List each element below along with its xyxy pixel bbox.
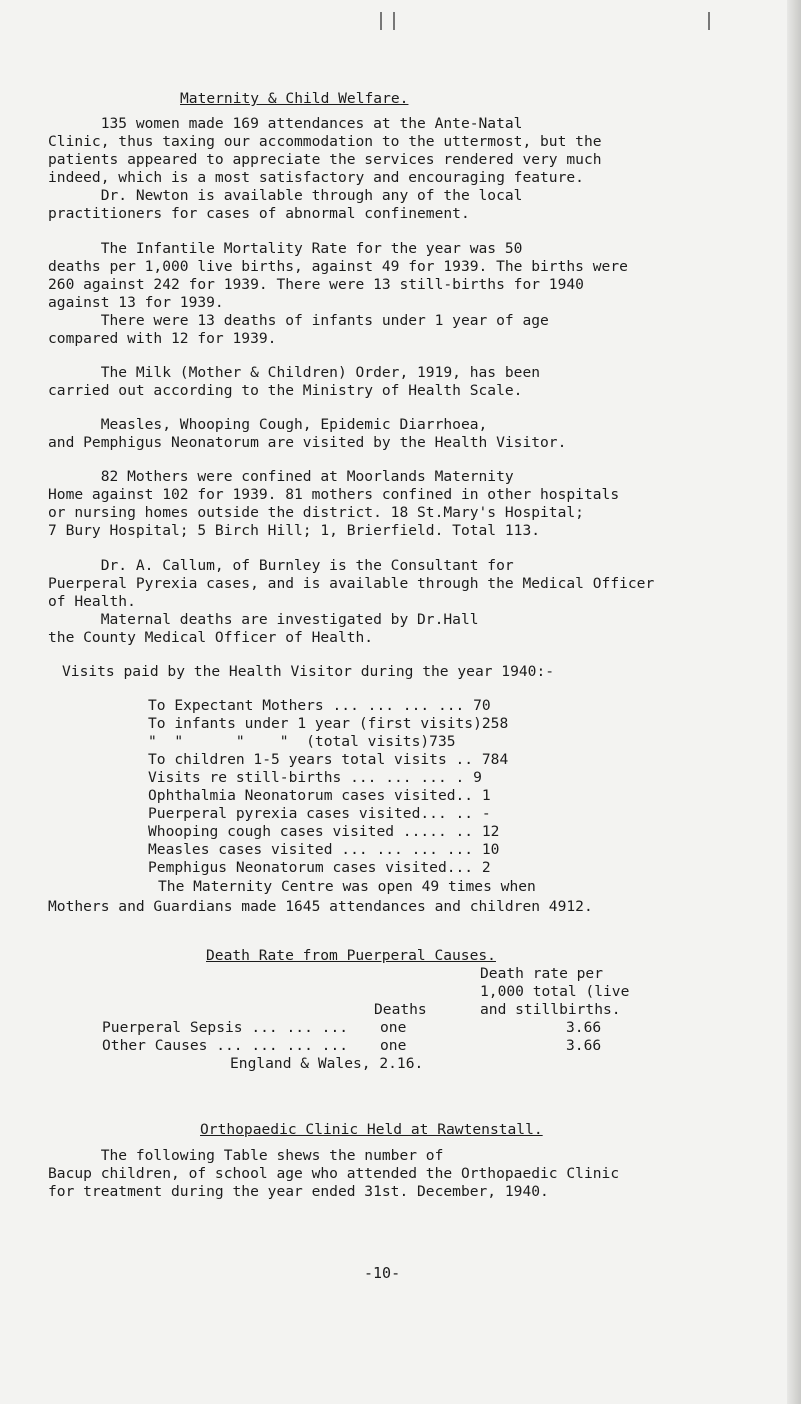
visits-row: Puerperal pyrexia cases visited... .. - — [148, 805, 491, 822]
ortho-line: Bacup children, of school age who attended the Orthopaedic Clinic — [48, 1165, 620, 1182]
paragraph-line: Home against 102 for 1939. 81 mothers confined in other hospitals — [48, 486, 620, 503]
ortho-line: The following Table shews the number of — [48, 1147, 444, 1164]
punch-mark — [708, 12, 710, 30]
paragraph-line: compared with 12 for 1939. — [48, 330, 277, 347]
col-rate-header: 1,000 total (live — [480, 983, 630, 1000]
visits-heading: Visits paid by the Health Visitor during the year 1940:- — [62, 663, 555, 680]
centre-line: The Maternity Centre was open 49 times when — [158, 878, 536, 895]
paragraph-line: deaths per 1,000 live births, against 49 for 1939. The births were — [48, 258, 628, 275]
col-rate-header: Death rate per — [480, 965, 604, 982]
centre-line: Mothers and Guardians made 1645 attendances and children 4912. — [48, 898, 593, 915]
ortho-line: for treatment during the year ended 31st. December, 1940. — [48, 1183, 549, 1200]
punch-mark — [393, 12, 395, 30]
visits-row: Ophthalmia Neonatorum cases visited.. 1 — [148, 787, 491, 804]
visits-row: Whooping cough cases visited ..... .. 12 — [148, 823, 500, 840]
death-row-rate: 3.66 — [566, 1037, 602, 1054]
visits-row: To Expectant Mothers ... ... ... ... 70 — [148, 697, 491, 714]
death-row-deaths: one — [380, 1019, 407, 1036]
ortho-heading: Orthopaedic Clinic Held at Rawtenstall. — [200, 1121, 543, 1138]
paragraph-line: indeed, which is a most satisfactory and encouraging feature. — [48, 169, 584, 186]
paragraph-line: Dr. A. Callum, of Burnley is the Consultant for — [48, 557, 514, 574]
death-rate-heading: Death Rate from Puerperal Causes. — [206, 947, 496, 964]
paragraph-line: The Infantile Mortality Rate for the year was 50 — [48, 240, 523, 257]
death-row-label: Other Causes ... ... ... ... — [102, 1037, 349, 1054]
paragraph-line: of Health. — [48, 593, 136, 610]
paragraph-line: the County Medical Officer of Health. — [48, 629, 374, 646]
paragraph-line: 135 women made 169 attendances at the Ante-Natal — [48, 115, 523, 132]
col-deaths-header: Deaths — [374, 1001, 427, 1018]
col-rate-header: and stillbirths. — [480, 1001, 621, 1018]
paragraph-line: or nursing homes outside the district. 18 St.Mary's Hospital; — [48, 504, 584, 521]
paragraph-line: patients appeared to appreciate the services rendered very much — [48, 151, 602, 168]
punch-mark — [380, 12, 382, 30]
visits-row: To children 1-5 years total visits .. 784 — [148, 751, 509, 768]
visits-row: Pemphigus Neonatorum cases visited... 2 — [148, 859, 491, 876]
visits-row: Measles cases visited ... ... ... ... 10 — [148, 841, 500, 858]
paragraph-line: 260 against 242 for 1939. There were 13 still-births for 1940 — [48, 276, 584, 293]
paragraph-line: 82 Mothers were confined at Moorlands Maternity — [48, 468, 514, 485]
paragraph-line: 7 Bury Hospital; 5 Birch Hill; 1, Brierfield. Total 113. — [48, 522, 541, 539]
page-number: -10- — [364, 1264, 401, 1282]
visits-row: To infants under 1 year (first visits)258 — [148, 715, 509, 732]
paragraph-line: Measles, Whooping Cough, Epidemic Diarrhoea, — [48, 416, 488, 433]
death-row-label: Puerperal Sepsis ... ... ... — [102, 1019, 349, 1036]
paragraph-line: Dr. Newton is available through any of the local — [48, 187, 523, 204]
england-rate: England & Wales, 2.16. — [230, 1055, 424, 1072]
paragraph-line: There were 13 deaths of infants under 1 year of age — [48, 312, 549, 329]
paragraph-line: Clinic, thus taxing our accommodation to the uttermost, but the — [48, 133, 602, 150]
visits-row: Visits re still-births ... ... ... . 9 — [148, 769, 482, 786]
page-title: Maternity & Child Welfare. — [180, 90, 409, 107]
death-row-rate: 3.66 — [566, 1019, 602, 1036]
visits-row: " " " " (total visits)735 — [148, 733, 456, 750]
page-edge-shadow — [787, 0, 801, 1404]
paragraph-line: against 13 for 1939. — [48, 294, 224, 311]
death-row-deaths: one — [380, 1037, 407, 1054]
paragraph-line: and Pemphigus Neonatorum are visited by the Health Visitor. — [48, 434, 567, 451]
paragraph-line: Maternal deaths are investigated by Dr.Hall — [48, 611, 479, 628]
paragraph-line: practitioners for cases of abnormal confinement. — [48, 205, 470, 222]
paragraph-line: Puerperal Pyrexia cases, and is available through the Medical Officer — [48, 575, 655, 592]
paragraph-line: The Milk (Mother & Children) Order, 1919, has been — [48, 364, 541, 381]
paragraph-line: carried out according to the Ministry of Health Scale. — [48, 382, 523, 399]
